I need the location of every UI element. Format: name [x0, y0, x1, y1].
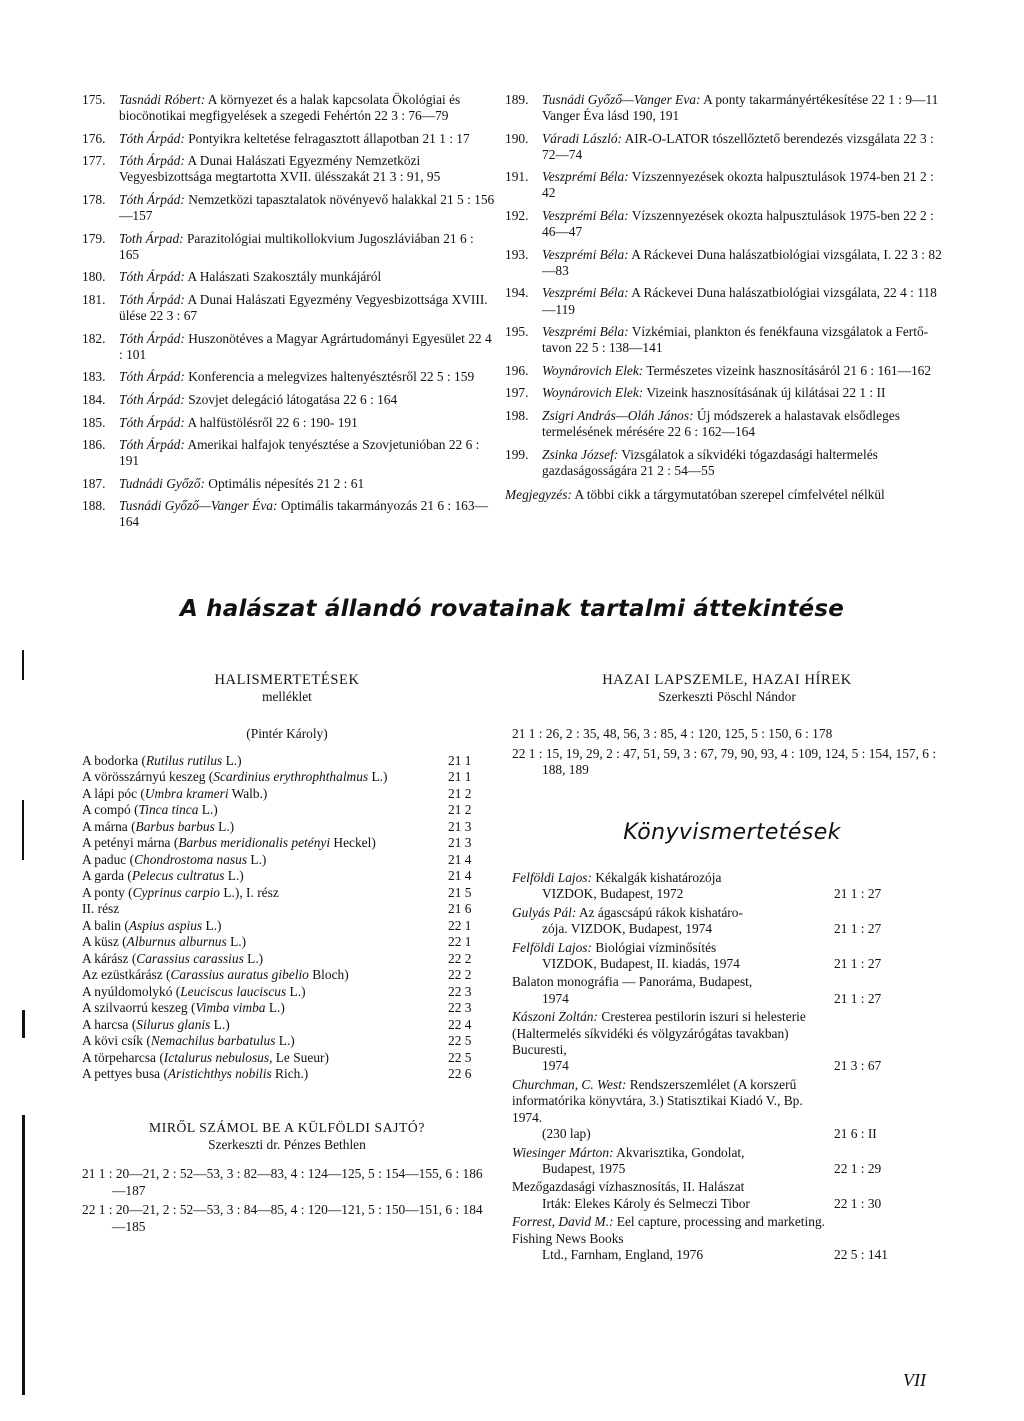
entry-author: Tóth Árpád:: [119, 130, 185, 146]
konyvismertetesek-heading: Könyvismertetések: [623, 820, 841, 845]
fish-row: [82, 786, 492, 803]
index-entry: [505, 324, 943, 356]
book-entry: [512, 974, 942, 1007]
book-author: Wiesinger Márton:: [512, 1144, 614, 1160]
section-title: MIRŐL SZÁMOL BE A KÜLFÖLDI SAJTÓ?: [149, 1120, 425, 1135]
book-text: [512, 1179, 832, 1212]
fish-name: A márna (Barbus barbus L.): [82, 818, 235, 834]
entry-author: Tudnádi Győző:: [119, 475, 205, 491]
book-cite: 21 3 : 67: [834, 1058, 882, 1074]
section-editor: Szerkeszti dr. Pénzes Bethlen: [208, 1136, 366, 1152]
entry-number: 175.: [82, 92, 106, 107]
entry-number: 188.: [82, 498, 106, 514]
entry-title: Optimális takarmányozás 21 6 : 163—164: [119, 498, 488, 530]
entry-number: 185.: [82, 414, 106, 430]
index-entry: [82, 392, 496, 408]
book-title: Biológiai vízminősítés: [595, 939, 717, 955]
kulfoldi-sajto-section: [82, 1120, 492, 1238]
section-subtitle: melléklet: [262, 688, 312, 704]
fish-ref: 22 5: [448, 1049, 472, 1065]
book-publisher: zója. VIZDOK, Budapest, 1974: [542, 921, 713, 937]
entry-title: A környezet és a halak kapcsolata Ökológiai és biocönotikai megfigyelések a szegedi Fehértón 22 3 : 76—79: [119, 92, 461, 124]
entry-title: A Dunai Halászati Egyezmény Vegyesbizottsága XVIII. ülése 22 3 : 67: [119, 291, 488, 324]
fish-name: II. rész: [82, 901, 120, 916]
book-text: [512, 1145, 832, 1178]
book-text: [512, 1077, 832, 1143]
index-entry: [82, 92, 496, 124]
entry-number: 198.: [505, 408, 529, 423]
fish-ref: 21 3: [448, 818, 472, 834]
fish-name: A compó (Tinca tinca L.): [82, 802, 218, 817]
book-cite: 22 1 : 30: [834, 1195, 882, 1211]
entry-title: Természetes vizeink hasznosításáról 21 6 : 161—162: [646, 362, 932, 378]
entry-title: Optimális népesítés 21 2 : 61: [208, 475, 365, 491]
fish-row: [82, 901, 492, 918]
fish-name: A harcsa (Silurus glanis L.): [82, 1016, 230, 1032]
fish-ref: 21 6: [448, 901, 472, 916]
book-publisher: VIZDOK, Budapest, 1972: [542, 886, 684, 902]
index-entry: [505, 285, 943, 317]
entry-number: 177.: [82, 153, 106, 169]
book-publisher: VIZDOK, Budapest, II. kiadás, 1974: [542, 956, 740, 972]
section-editor: Szerkeszti Pöschl Nándor: [658, 688, 796, 704]
book-entry: [512, 905, 942, 938]
fish-name: A ponty (Cyprinus carpio L.), I. rész: [82, 884, 279, 900]
entry-author: Tóth Árpád:: [119, 414, 185, 430]
entry-author: Toth Árpad:: [119, 230, 184, 246]
entry-number: 179.: [82, 230, 106, 246]
margin-rule: [22, 650, 24, 680]
book-title: Rendszerszemlélet (A korszerű informatórika könyvtára, 3.) Statisztikai Kiadó V., Bp. 1974.: [512, 1076, 803, 1125]
fish-ref: 21 1: [448, 769, 472, 784]
fish-row: [82, 1017, 492, 1034]
fish-row: [82, 852, 492, 869]
entry-author: Woynárovich Elek:: [542, 362, 644, 378]
entry-number: 195.: [505, 324, 529, 340]
fish-ref: 22 2: [448, 967, 472, 982]
index-entry: [505, 363, 943, 379]
entry-author: Woynárovich Elek:: [542, 385, 644, 401]
fish-row: [82, 835, 492, 852]
book-author: Churchman, C. West:: [512, 1076, 627, 1092]
entry-number: 186.: [82, 437, 106, 453]
index-entry: [505, 169, 943, 201]
entry-author: Veszprémi Béla:: [542, 285, 629, 301]
fish-ref: 21 3: [448, 835, 472, 850]
entry-title: Vizsgálatok a síkvidéki tógazdasági haltermelés gazdaságosságára 21 2 : 54—55: [542, 446, 878, 478]
margin-rule: [22, 1115, 25, 1395]
entry-title: Vízszennyezések okozta halpusztulások 1975-ben 22 2 : 46—47: [542, 208, 934, 240]
entry-number: 181.: [82, 291, 106, 307]
fish-ref: 21 2: [448, 785, 472, 801]
fish-name: A nyúldomolykó (Leuciscus lauciscus L.): [82, 983, 306, 999]
index-entry: [82, 131, 496, 147]
entry-title: Amerikai halfajok tenyésztése a Szovjetunióban 22 6 : 191: [119, 437, 480, 469]
issue-refs: 22 1 : 20—21, 2 : 52—53, 3 : 84—85, 4 : 120—121, 5 : 150—151, 6 : 184—185: [82, 1202, 483, 1234]
book-text: [512, 1009, 832, 1075]
entry-author: Tasnádi Róbert:: [119, 92, 206, 107]
entry-author: Tusnádi Győző—Vanger Eva:: [542, 92, 701, 107]
index-column-right: [505, 92, 943, 503]
book-title: Kékalgák kishatározója: [595, 870, 722, 885]
entry-title: A ponty takarmányértékesítése 22 1 : 9—11 Vanger Éva lásd 190, 191: [542, 92, 939, 124]
fish-ref: 22 3: [448, 983, 472, 999]
index-entry: [505, 385, 943, 401]
entry-author: Váradi László:: [542, 130, 622, 146]
entry-number: 196.: [505, 362, 529, 378]
entry-number: 193.: [505, 246, 529, 262]
entry-number: 182.: [82, 330, 106, 346]
entry-number: 191.: [505, 169, 529, 185]
fish-row: [82, 967, 492, 984]
entry-number: 199.: [505, 446, 529, 462]
book-entry: [512, 1214, 942, 1263]
index-entry: [82, 369, 496, 385]
book-title: Cresterea pestilorin iszuri si helesterie (Haltermelés síkvidéki és völgyzárógátas tavakban) Bucuresti,: [512, 1009, 806, 1058]
entry-number: 180.: [82, 269, 106, 285]
entry-author: Zsigri András—Oláh János:: [542, 408, 694, 423]
fish-name: A küsz (Alburnus alburnus L.): [82, 934, 247, 949]
book-title: Balaton monográfia — Panoráma, Budapest,: [512, 974, 753, 990]
entry-number: 194.: [505, 285, 529, 301]
section-title: HAZAI LAPSZEMLE, HAZAI HÍREK: [602, 672, 852, 688]
fish-name: A kárász (Carassius carassius L.): [82, 950, 264, 966]
entry-title: Konferencia a melegvizes haltenyésztésről 22 5 : 159: [188, 369, 475, 385]
book-publisher: Budapest, 1975: [542, 1160, 626, 1176]
index-entry: [82, 498, 496, 530]
fish-row: [82, 1000, 492, 1017]
fish-name: A garda (Pelecus cultratus L.): [82, 868, 244, 883]
entry-author: Tóth Árpád:: [119, 153, 185, 169]
book-cite: 21 1 : 27: [834, 990, 882, 1006]
book-title: Eel capture, processing and marketing. Fishing News Books: [512, 1214, 825, 1246]
index-entry: [82, 331, 496, 363]
entry-title: Huszonötéves a Magyar Agrártudományi Egyesület 22 4 : 101: [119, 330, 492, 362]
fish-ref: 21 2: [448, 802, 472, 817]
issue-refs: 21 1 : 20—21, 2 : 52—53, 3 : 82—83, 4 : 124—125, 5 : 154—155, 6 : 186—187: [82, 1166, 483, 1198]
section-editor: (Pintér Károly): [246, 726, 328, 741]
entry-author: Tóth Árpád:: [119, 291, 185, 307]
note-label: Megjegyzés:: [505, 486, 572, 502]
fish-row: [82, 1050, 492, 1067]
index-entry: [82, 269, 496, 285]
book-publisher: Irták: Elekes Károly és Selmeczi Tibor: [542, 1195, 750, 1211]
index-entry: [82, 437, 496, 469]
entry-author: Tóth Árpád:: [119, 369, 185, 385]
fish-ref: 21 1: [448, 752, 472, 768]
fish-ref: 21 4: [448, 868, 472, 883]
fish-row: [82, 1066, 492, 1083]
book-cite: 22 1 : 29: [834, 1160, 882, 1176]
book-cite: 21 1 : 27: [834, 921, 882, 937]
index-entry: [82, 192, 496, 224]
entry-title: Vízszennyezések okozta halpusztulások 1974-ben 21 2 : 42: [542, 169, 934, 201]
index-entry: [505, 131, 943, 163]
book-author: Forrest, David M.:: [512, 1214, 614, 1230]
fish-row: [82, 984, 492, 1001]
index-entry: [505, 408, 943, 440]
index-entry: [505, 208, 943, 240]
entry-number: 190.: [505, 130, 529, 146]
fish-ref: 22 2: [448, 950, 472, 966]
entry-title: A Halászati Szakosztály munkájáról: [187, 269, 382, 285]
entry-author: Tóth Árpád:: [119, 269, 185, 285]
entry-title: A Ráckevei Duna halászatbiológiai vizsgálata, I. 22 3 : 82—83: [542, 246, 942, 278]
book-publisher: 1974: [542, 1058, 569, 1074]
book-text: [512, 940, 832, 973]
fish-name: A szilvaorrú keszeg (Vimba vimba L.): [82, 1000, 285, 1015]
entry-title: Nemzetközi tapasztalatok növényevő halakkal 21 5 : 156—157: [119, 191, 495, 224]
main-heading: A halászat állandó rovatainak tartalmi áttekintése: [179, 596, 845, 622]
index-entry: [505, 247, 943, 279]
book-title: Az ágascsápú rákok kishatáro-: [578, 904, 743, 920]
fish-row: [82, 885, 492, 902]
fish-ref: 22 5: [448, 1033, 472, 1048]
entry-number: 192.: [505, 208, 529, 224]
entry-author: Zsinka József:: [542, 446, 619, 462]
entry-title: AIR-O-LATOR tószellőztető berendezés vizsgálata 22 3 : 72—74: [542, 130, 934, 162]
entry-number: 189.: [505, 92, 529, 107]
hazai-lapszemle-section: [512, 672, 942, 782]
fish-row: [82, 753, 492, 770]
fish-name: A balin (Aspius aspius L.): [82, 917, 222, 933]
fish-ref: 21 5: [448, 884, 472, 900]
entry-number: 187.: [82, 475, 106, 491]
index-entry: [82, 153, 496, 185]
index-entry: [505, 447, 943, 479]
entry-author: Veszprémi Béla:: [542, 246, 629, 262]
fish-name: A lápi póc (Umbra krameri Walb.): [82, 785, 268, 801]
entry-author: Veszprémi Béla:: [542, 169, 629, 185]
entry-title: Vízkémiai, plankton és fenékfauna vizsgálatok a Fertő-tavon 22 5 : 138—141: [542, 324, 929, 356]
book-title: Akvarisztika, Gondolat,: [616, 1144, 745, 1160]
entry-title: A halfüstölésről 22 6 : 190- 191: [187, 414, 358, 430]
book-text: [512, 974, 832, 1007]
fish-row: [82, 802, 492, 819]
book-author: Felföldi Lajos:: [512, 939, 592, 955]
fish-ref: 22 3: [448, 1000, 472, 1015]
book-publisher: (230 lap): [542, 1126, 591, 1142]
book-publisher: Ltd., Farnham, England, 1976: [542, 1246, 704, 1262]
fish-name: Az ezüstkárász (Carassius auratus gibelio Bloch): [82, 967, 349, 982]
book-cite: 21 1 : 27: [834, 886, 882, 902]
entry-number: 183.: [82, 369, 106, 385]
index-entry: [505, 92, 943, 124]
index-entry: [82, 292, 496, 324]
fish-row: [82, 868, 492, 885]
fish-ref: 22 1: [448, 934, 472, 949]
entry-author: Tóth Árpád:: [119, 330, 185, 346]
note: [505, 487, 943, 503]
fish-row: [82, 819, 492, 836]
book-author: Felföldi Lajos:: [512, 870, 592, 885]
entry-number: 178.: [82, 191, 106, 207]
fish-ref: 21 4: [448, 851, 472, 867]
margin-rule: [22, 800, 24, 860]
book-author: Kászoni Zoltán:: [512, 1009, 598, 1025]
page-number: VII: [903, 1370, 926, 1390]
fish-row: [82, 934, 492, 951]
fish-name: A vörösszárnyú keszeg (Scardinius erythrophthalmus L.): [82, 769, 388, 784]
entry-author: Veszprémi Béla:: [542, 324, 629, 340]
entry-number: 184.: [82, 391, 106, 407]
book-cite: 22 5 : 141: [834, 1246, 888, 1262]
book-text: [512, 870, 832, 903]
book-entry: [512, 1009, 942, 1075]
entry-number: 176.: [82, 130, 106, 146]
book-entry: [512, 1179, 942, 1212]
entry-title: A Ráckevei Duna halászatbiológiai vizsgálata, 22 4 : 118—119: [542, 285, 937, 317]
entry-title: Szovjet delegáció látogatása 22 6 : 164: [188, 391, 398, 407]
fish-ref: 22 6: [448, 1066, 472, 1081]
book-text: [512, 905, 832, 938]
entry-author: Tóth Árpád:: [119, 191, 185, 207]
entry-title: Parazitológiai multikollokvium Jugoszláviában 21 6 : 165: [119, 230, 474, 262]
book-publisher: 1974: [542, 990, 569, 1006]
fish-name: A törpeharcsa (Ictalurus nebulosus, Le Sueur): [82, 1049, 329, 1065]
book-list: [512, 870, 942, 1265]
fish-name: A kövi csík (Nemachilus barbatulus L.): [82, 1033, 295, 1048]
fish-ref: 22 4: [448, 1016, 472, 1032]
issue-refs: 22 1 : 15, 19, 29, 2 : 47, 51, 59, 3 : 67, 79, 90, 93, 4 : 109, 124, 5 : 154, 157, 6 : 188, 189: [512, 745, 937, 777]
book-title: Mezőgazdasági vízhasznosítás, II. Halászat: [512, 1179, 745, 1195]
fish-row: [82, 951, 492, 968]
book-entry: [512, 870, 942, 903]
fish-row: [82, 769, 492, 786]
fish-name: A petényi márna (Barbus meridionalis petényi Heckel): [82, 835, 376, 850]
entry-title: Pontyikra keltetése felragasztott állapotban 21 1 : 17: [188, 130, 470, 146]
fish-row: [82, 918, 492, 935]
index-entry: [82, 476, 496, 492]
book-entry: [512, 1077, 942, 1143]
book-cite: 21 6 : II: [834, 1126, 877, 1142]
margin-rule: [22, 1010, 25, 1038]
fish-name: A paduc (Chondrostoma nasus L.): [82, 851, 267, 867]
book-cite: 21 1 : 27: [834, 956, 882, 972]
entry-title: Új módszerek a halastavak elsődleges termelésének mérésére 22 6 : 162—164: [542, 408, 900, 440]
book-entry: [512, 1145, 942, 1178]
fish-name: A pettyes busa (Aristichthys nobilis Rich.): [82, 1066, 309, 1081]
book-entry: [512, 940, 942, 973]
fish-ref: 22 1: [448, 917, 472, 933]
entry-title: Vizeink hasznosításának új kilátásai 22 1 : II: [646, 385, 886, 401]
issue-refs: 21 1 : 26, 2 : 35, 48, 56, 3 : 85, 4 : 120, 125, 5 : 150, 6 : 178: [512, 726, 833, 741]
entry-author: Veszprémi Béla:: [542, 208, 629, 224]
entry-title: A Dunai Halászati Egyezmény Nemzetközi Vegyesbizottsága megtartotta XVII. ülésszakát 21 3 : 91, 95: [119, 153, 441, 185]
book-text: [512, 1214, 832, 1263]
index-column-left: [82, 92, 496, 537]
entry-number: 197.: [505, 385, 529, 401]
index-entry: [82, 231, 496, 263]
fish-name: A bodorka (Rutilus rutilus L.): [82, 752, 242, 768]
note-text: A többi cikk a tárgymutatóban szerepel címfelvétel nélkül: [574, 486, 885, 502]
entry-author: Tóth Árpád:: [119, 391, 185, 407]
entry-author: Tusnádi Győző—Vanger Éva:: [119, 498, 278, 514]
entry-author: Tóth Árpád:: [119, 437, 185, 453]
section-title: HALISMERTETÉSEK: [214, 672, 360, 688]
halismertetesek-section: [82, 672, 492, 1083]
index-entry: [82, 415, 496, 431]
book-author: Gulyás Pál:: [512, 904, 577, 920]
fish-row: [82, 1033, 492, 1050]
